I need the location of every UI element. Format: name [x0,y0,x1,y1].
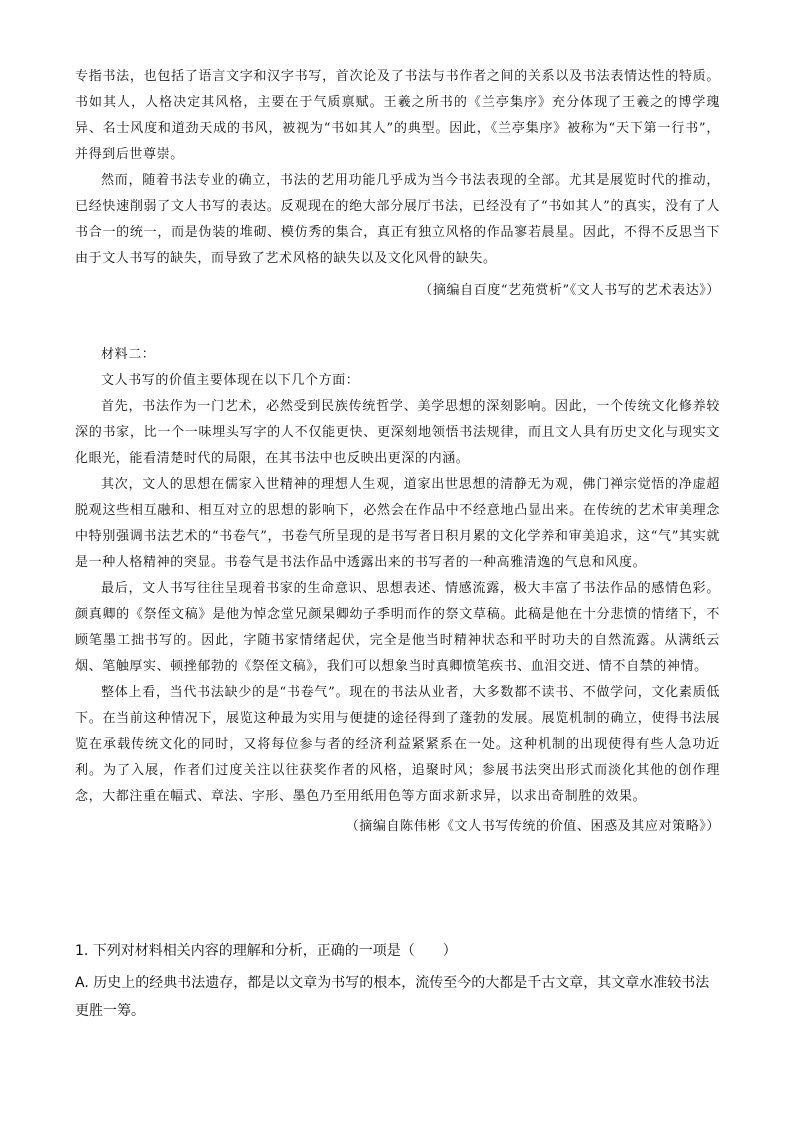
question-1 [75,938,720,1024]
material-one-paragraph-2: 然而，随着书法专业的确立，书法的艺用功能几乎成为当今书法表现的全部。尤其是展览时代的推动，已经快速削弱了文人书写的表达。反观现在的绝大部分展厅书法，已经没有了“书如其人”的真实，没有了人书合一的统一，而是伪装的堆砌、模仿秀的集合，真正有独立风格的作品寥若晨星。因此，不得不反思当下由于文人书写的缺失，而导致了艺术风格的缺失以及文化风骨的缺失。 [75,173,720,266]
material-two-paragraph-2: 其次，文人的思想在儒家入世精神的理想人生观，道家出世思想的清静无为观，佛门禅宗觉悟的净虚超脱观这些相互融和、相互对立的思想的影响下，必然会在作品中不经意地凸显出来。在传统的艺术审美理念中特别强调书法艺术的“书卷气”，书卷气所呈现的是书写者日积月累的文化学养和审美追求，这“气”其实就是一种人格精神的突显。书卷气是书法作品中透露出来的书写者的一种高雅清逸的气息和风度。 [75,477,720,570]
material-two-paragraph-4: 整体上看，当代书法缺少的是“书卷气”。现在的书法从业者，大多数都不读书、不做学问，文化素质低下。在当前这种情况下，展览这种最为实用与便捷的途径得到了蓬勃的发展。展览机制的确立，使得书法展览在承载传统文化的同时，又将每位参与者的经济利益紧紧系在一处。这种机制的出现使得有些人急功近利。为了入展，作者们过度关注以往获奖作者的风格，追聚时风；参展书法突出形式而淡化其他的创作理念，大都注重在幅式、章法、字形、墨色乃至用纸用色等方面求新求异，以求出奇制胜的效果。 [75,685,720,804]
material-two-source: （摘编自陈伟彬《文人书写传统的价值、困惑及其应对策略》） [345,819,720,834]
material-two-paragraph-3: 最后，文人书写往往呈现着书家的生命意识、思想表述、情感流露，极大丰富了书法作品的感情色彩。颜真卿的《祭侄文稿》是他为悼念堂兄颜杲卿幼子季明而作的祭文草稿。此稿是他在十分悲愤的情绪下，不顾笔墨工拙书写的。因此，字随书家情绪起伏，完全是他当时精神状态和平时功夫的自然流露。从满纸云烟、笔触厚实、顿挫郁勃的《祭侄文稿》，我们可以想象当时真卿愤笔疾书、血泪交迸、情不自禁的神情。 [75,581,720,674]
material-two [75,342,720,840]
material-one-source: （摘编自百度“艺苑赏析”《文人书写的艺术表达》） [419,283,720,298]
material-one-paragraph-1: 专指书法，也包括了语言文字和汉字书写，首次论及了书法与书作者之间的关系以及书法表情达性的特质。书如其人，人格决定其风格，主要在于气质禀赋。王羲之所书的《兰亭集序》充分体现了王羲之的博学瑰异、名士风度和道劲天成的书风，被视为“书如其人”的典型。因此，《兰亭集序》被称为“天下第一行书”，并得到后世尊崇。 [75,69,720,162]
material-one [75,64,720,304]
option-a-continuation: 更胜一筹。 [75,1003,145,1019]
material-two-intro: 文人书写的价值主要体现在以下几个方面： [101,373,360,388]
option-a: A. 历史上的经典书法遗存，都是以文章为书写的根本，流传至今的大都是千古文章，其文章水准较书法 [75,975,710,991]
material-two-label: 材料二： [101,347,156,362]
question-stem: 1. 下列对材料相关内容的理解和分析，正确的一项是（ ） [75,943,457,959]
material-two-paragraph-1: 首先，书法作为一门艺术，必然受到民族传统哲学、美学思想的深刻影响。因此，一个传统文化修养较深的书家，比一个一味埋头写字的人不仅能更快、更深刻地领悟书法规律，而且文人具有历史文化与现实文化眼光，能看清楚时代的局限，在其书法中也反映出更深的内涵。 [75,399,720,466]
